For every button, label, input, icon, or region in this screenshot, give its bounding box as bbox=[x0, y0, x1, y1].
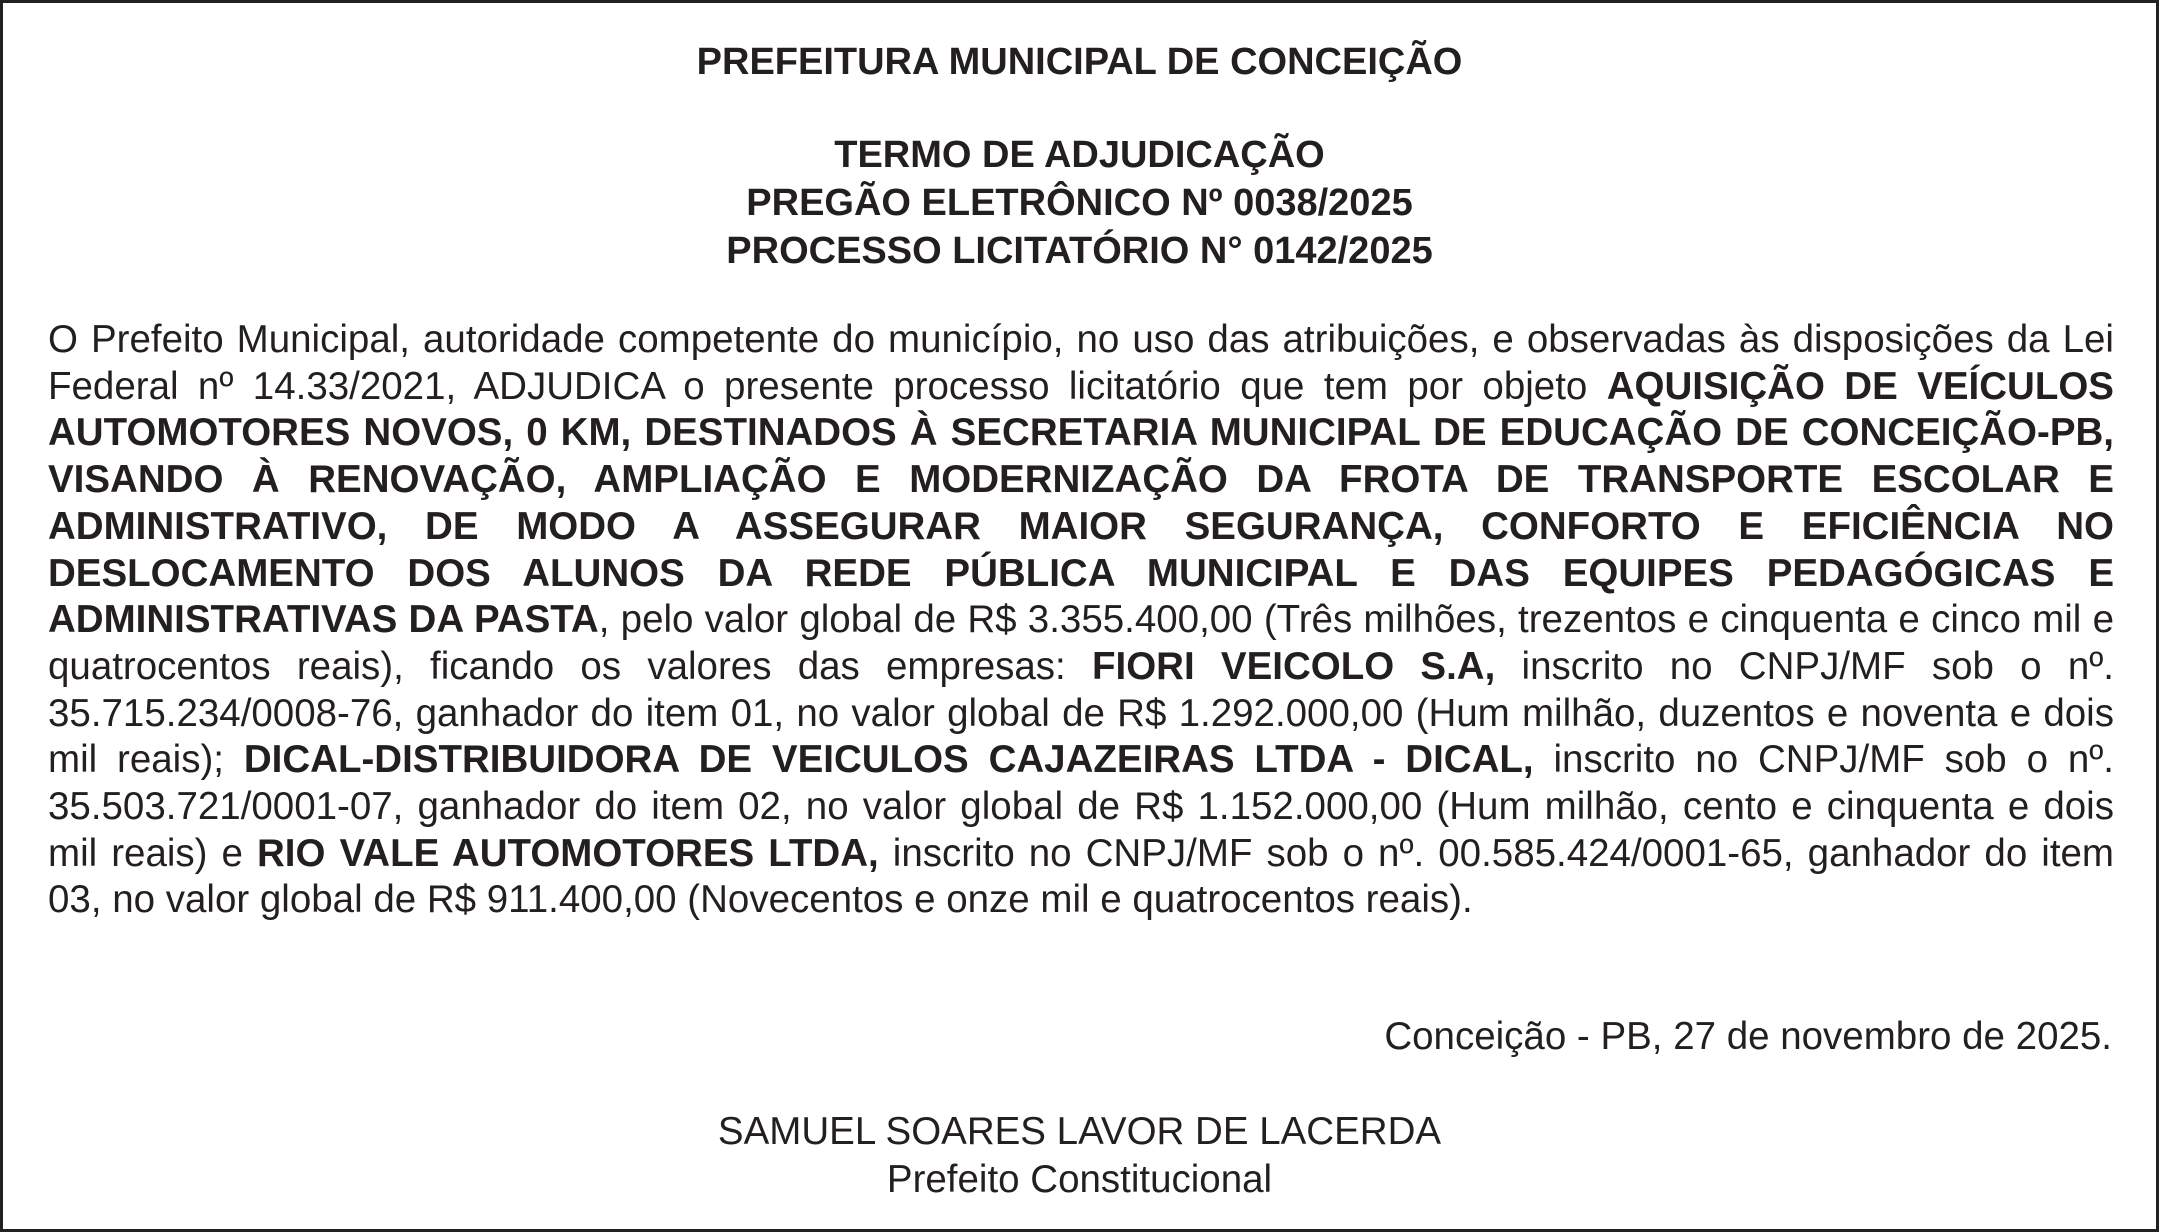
place-and-date: Conceição - PB, 27 de novembro de 2025. bbox=[1384, 1015, 2112, 1058]
company-name-2: DICAL-DISTRIBUIDORA DE VEICULOS CAJAZEIRAS LTDA - DICAL, bbox=[243, 738, 1534, 782]
process-number: PROCESSO LICITATÓRIO N° 0142/2025 bbox=[726, 230, 1433, 272]
company-2-details: inscrito no CNPJ/MF sob o nº. 35.503.721/0001-07, ganhador do item 02, no valor global de R$ 1.152.000,00 (Hum milhão, cento e cinquenta e dois mil reais) e bbox=[48, 738, 2114, 875]
signatory-role: Prefeito Constitucional bbox=[886, 1158, 1273, 1201]
adjudication-body bbox=[48, 317, 2114, 924]
company-name-3: RIO VALE AUTOMOTORES LTDA, bbox=[256, 831, 879, 875]
document-title: TERMO DE ADJUDICAÇÃO bbox=[834, 134, 1325, 176]
company-3-details: inscrito no CNPJ/MF sob o nº. 00.585.424/0001-65, ganhador do item 03, no valor global de R$ 911.400,00 (Novecentos e onze mil e quatrocentos reais). bbox=[48, 831, 2115, 922]
document-title-block bbox=[3, 131, 2156, 275]
signature-block bbox=[3, 1108, 2156, 1204]
signatory-name: SAMUEL SOARES LAVOR DE LACERDA bbox=[717, 1110, 1442, 1153]
body-intro: O Prefeito Municipal, autoridade competente do município, no uso das atribuições, e observadas às disposições da Lei Federal nº 14.33/2021, ADJUDICA o presente processo licitatório que tem por objeto bbox=[48, 318, 2114, 408]
organization-heading: PREFEITURA MUNICIPAL DE CONCEIÇÃO bbox=[696, 41, 1463, 83]
procurement-object: AQUISIÇÃO DE VEÍCULOS AUTOMOTORES NOVOS, 0 KM, DESTINADOS À SECRETARIA MUNICIPAL DE EDUCAÇÃO DE CONCEIÇÃO-PB, VISANDO À RENOVAÇÃO, AMPLIAÇÃO E MODERNIZAÇÃO DA FROTA DE TRANSPORTE ESCOLAR E ADMINISTRATIVO, DE MODO A ASSEGURAR MAIOR SEGURANÇA, CONFORTO E EFICIÊNCIA NO DESLOCAMENTO DOS ALUNOS DA REDE PÚBLICA MUNICIPAL E DAS EQUIPES PEDAGÓGICAS E ADMINISTRATIVAS DA PASTA bbox=[48, 364, 2114, 642]
auction-number: PREGÃO ELETRÔNICO Nº 0038/2025 bbox=[746, 182, 1413, 224]
company-name-1: FIORI VEICOLO S.A, bbox=[1092, 644, 1496, 688]
global-value-text: , pelo valor global de R$ 3.355.400,00 (Três milhões, trezentos e cinquenta e cinco mil e quatrocentos reais), ficando os valores das empresas: bbox=[48, 598, 2114, 688]
company-1-details: inscrito no CNPJ/MF sob o nº. 35.715.234/0008-76, ganhador do item 01, no valor global de R$ 1.292.000,00 (Hum milhão, duzentos e noventa e dois mil reais); bbox=[48, 644, 2114, 782]
